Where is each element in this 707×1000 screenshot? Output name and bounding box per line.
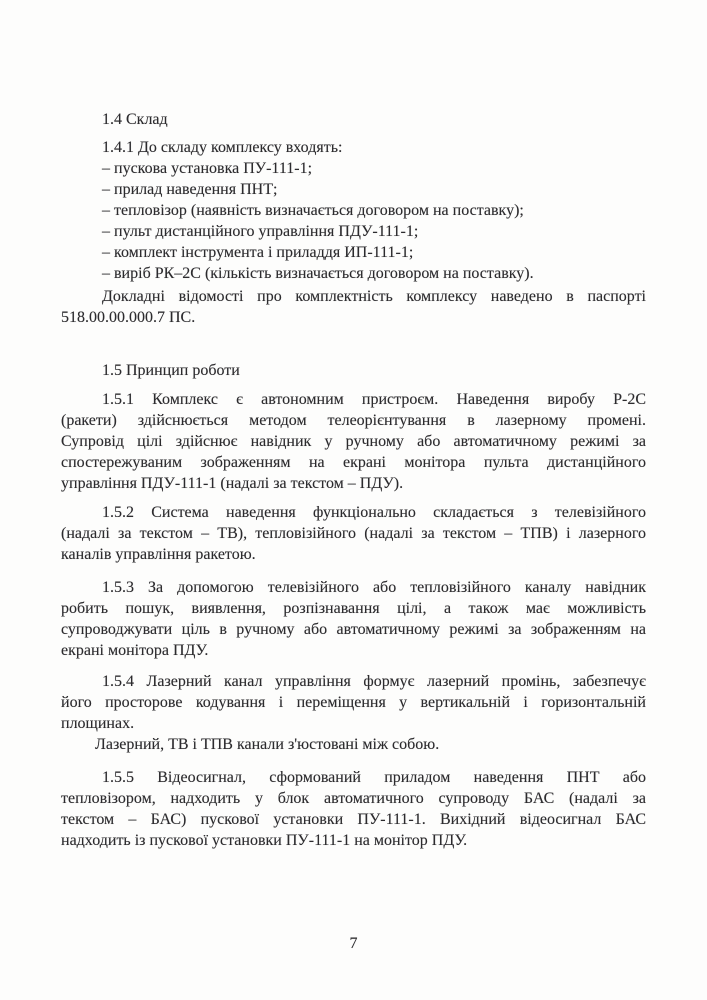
text-block bbox=[61, 109, 646, 851]
text-line: 1.4.1 До складу комплексу входять: bbox=[102, 139, 343, 156]
text-line: 1.5.1 Комплекс є автономним пристроєм. Наведення виробу Р-2С bbox=[102, 391, 646, 408]
para-1-5-4 bbox=[61, 671, 646, 755]
text-line: його просторове кодування і переміщення у вертикальній і горизонтальній bbox=[61, 694, 646, 711]
text-line: 1.5.3 За допомогою телевізійного або тепловізійного каналу навідник bbox=[102, 579, 646, 596]
text-line: 1.5.5 Відеосигнал, сформований приладом наведення ПНТ або bbox=[102, 769, 646, 786]
component-list bbox=[61, 158, 646, 284]
text-line: Супровід цілі здійснює навідник у ручному або автоматичному режимі за bbox=[61, 433, 646, 450]
para-1-5-1 bbox=[61, 389, 646, 494]
text-line: (ракети) здійснюється методом телеорієнтування в лазерному промені. bbox=[61, 412, 646, 429]
text-line: – прилад наведення ПНТ; bbox=[102, 181, 278, 198]
text-line: текстом – БАС) пускової установки ПУ-111-1. Вихідний відеосигнал БАС bbox=[61, 811, 646, 828]
text-line: 1.5.4 Лазерний канал управління формує лазерний промінь, забезпечує bbox=[102, 673, 646, 690]
text-line: спостережуваним зображенням на екрані монітора пульта дистанційного bbox=[61, 454, 646, 471]
text-line: 518.00.00.000.7 ПС. bbox=[61, 309, 196, 326]
text-line: управління ПДУ-111-1 (надалі за текстом – ПДУ). bbox=[61, 475, 404, 492]
text-line: надходить із пускової установки ПУ-111-1 на монітор ПДУ. bbox=[61, 832, 468, 849]
para-1-5-2 bbox=[61, 502, 646, 565]
text-line: 1.4 Склад bbox=[102, 111, 168, 128]
text-line: – тепловізор (наявність визначається договором на поставку); bbox=[102, 202, 524, 219]
para-completeness bbox=[61, 286, 646, 328]
text-line: 1.5.2 Система наведення функціонально складається з телевізійного bbox=[102, 504, 646, 521]
text-line: супроводжувати ціль в ручному або автоматичному режимі за зображенням на bbox=[61, 621, 646, 638]
text-line: тепловізором, надходить у блок автоматичного супроводу БАС (надалі за bbox=[61, 790, 646, 807]
text-line: – пульт дистанційного управління ПДУ-111-1; bbox=[102, 223, 419, 240]
text-line: робить пошук, виявлення, розпізнавання цілі, а також має можливість bbox=[61, 600, 646, 617]
heading-1-5 bbox=[61, 360, 646, 381]
para-1-5-3 bbox=[61, 577, 646, 661]
heading-1-4 bbox=[61, 109, 646, 130]
text-line: площинах. bbox=[61, 715, 135, 732]
text-line: каналів управління ракетою. bbox=[61, 546, 256, 563]
text-line: – виріб РК–2С (кількість визначається договором на поставку). bbox=[102, 265, 534, 282]
text-line: (надалі за текстом – ТВ), тепловізійного (надалі за текстом – ТПВ) і лазерного bbox=[61, 525, 646, 542]
para-1-4-1 bbox=[61, 137, 646, 158]
text-line: Докладні відомості про комплектність комплексу наведено в паспорті bbox=[102, 288, 646, 305]
page-number: 7 bbox=[349, 935, 358, 952]
text-line: – комплект інструмента і приладдя ИП-111-1; bbox=[102, 244, 414, 261]
text-line: Лазерний, ТВ і ТПВ канали з'юстовані між собою. bbox=[95, 736, 440, 753]
para-1-5-5 bbox=[61, 767, 646, 851]
text-line: 1.5 Принцип роботи bbox=[102, 362, 240, 379]
text-line: – пускова установка ПУ-111-1; bbox=[102, 160, 313, 177]
text-line: екрані монітора ПДУ. bbox=[61, 642, 209, 659]
